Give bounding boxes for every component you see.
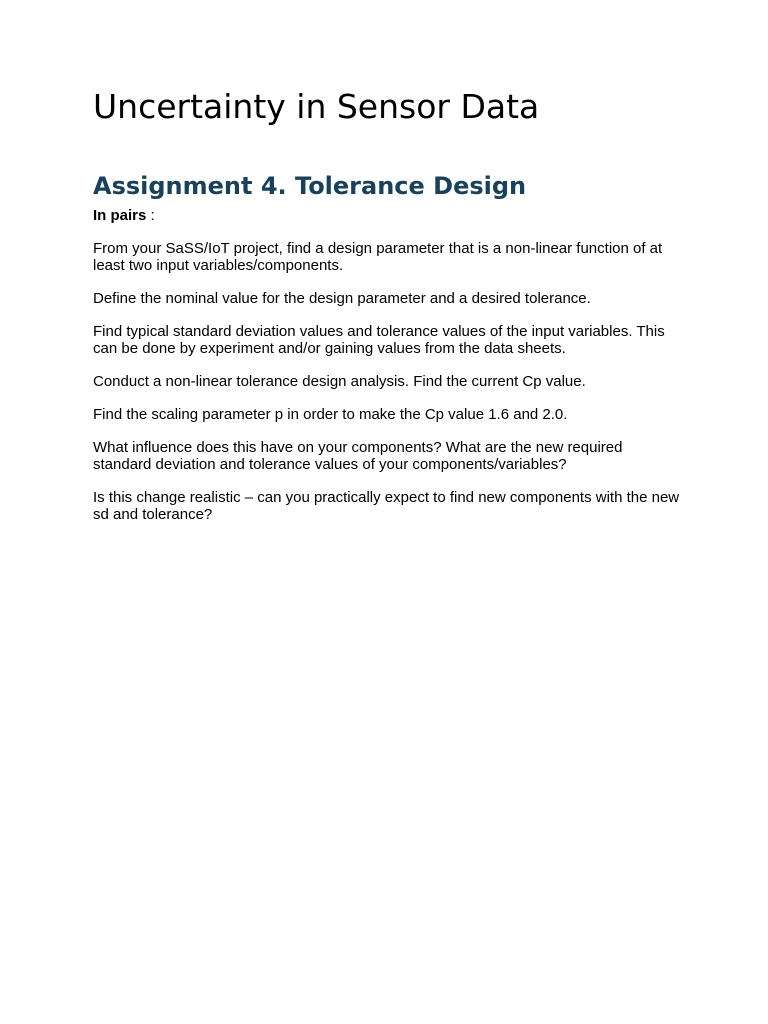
pairs-line	[93, 207, 683, 224]
instruction-paragraph-2: Define the nominal value for the design parameter and a desired tolerance.	[93, 290, 591, 307]
instruction-paragraph-5: Find the scaling parameter p in order to make the Cp value 1.6 and 2.0.	[93, 406, 568, 423]
document-body	[93, 86, 683, 523]
instruction-paragraph-3: Find typical standard deviation values and tolerance values of the input variables. This can be done by experiment and/or gaining values from the data sheets.	[93, 323, 665, 357]
instruction-paragraph-1: From your SaSS/IoT project, find a design parameter that is a non-linear function of at least two input variables/components.	[93, 240, 663, 274]
document-title: Uncertainty in Sensor Data	[93, 87, 540, 126]
instruction-paragraph-7: Is this change realistic – can you practically expect to find new components with the new sd and tolerance?	[93, 489, 680, 523]
instruction-paragraph-4: Conduct a non-linear tolerance design analysis. Find the current Cp value.	[93, 373, 586, 390]
pairs-label: In pairs	[93, 207, 147, 224]
instruction-paragraph-6: What influence does this have on your components? What are the new required standard deviation and tolerance values of your components/variables?	[93, 439, 623, 473]
assignment-heading: Assignment 4. Tolerance Design	[93, 172, 527, 200]
pairs-suffix: :	[146, 207, 155, 224]
